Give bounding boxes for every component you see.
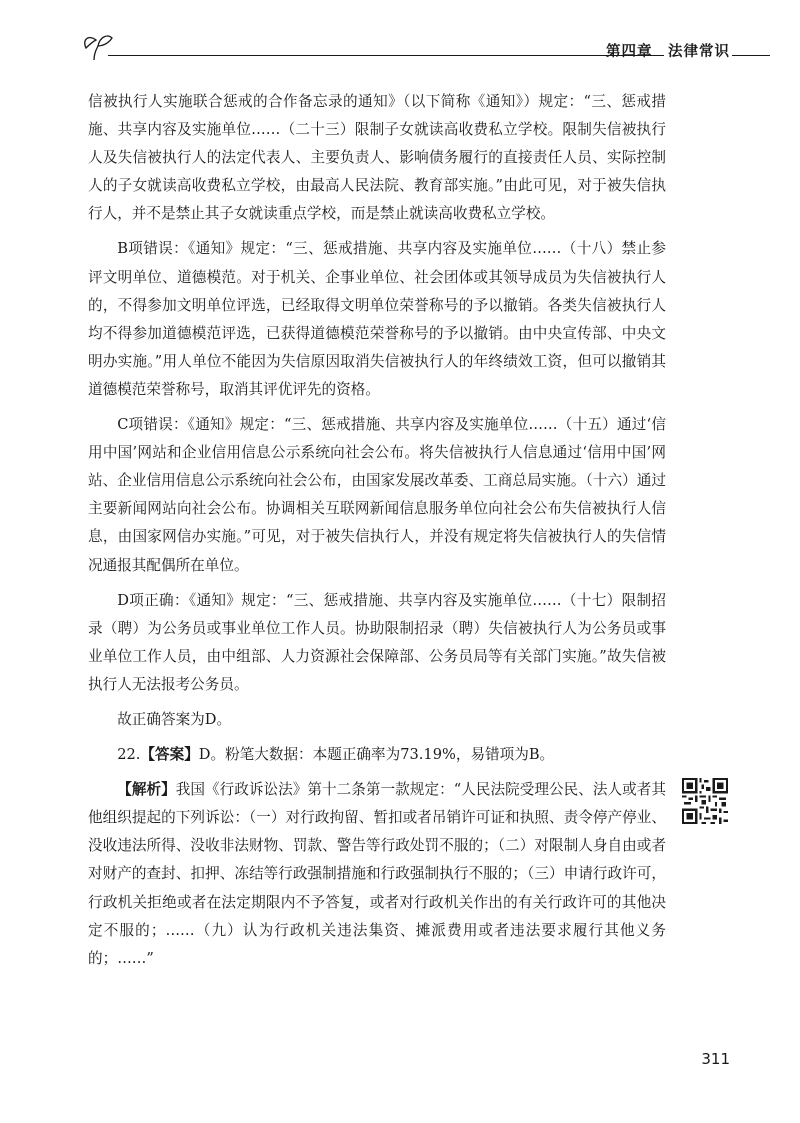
header-rule-left: [108, 55, 664, 56]
page-number: 311: [701, 1050, 730, 1068]
answer-tag: 【答案】: [140, 746, 199, 764]
analysis-tag: 【解析】: [117, 781, 176, 799]
question-number: 22.: [117, 746, 141, 764]
analysis-paragraph: [88, 776, 666, 973]
paragraph-conclusion: 故正确答案为D。: [117, 710, 232, 728]
page-body: [88, 88, 666, 973]
paragraph-option-d: D项正确：《通知》规定：“三、惩戒措施、共享内容及实施单位……（十七）限制招录（聘）为公务员或事业单位工作人员。协助限制招录（聘）失信被执行人为公务员或事业单位工作人员，由中组部、人力资源社会保障部、公务员局等有关部门实施。”故失信被执行人无法报考公务员。: [88, 591, 666, 693]
analysis-text: 我国《行政诉讼法》第十二条第一款规定：“人民法院受理公民、法人或者其他组织提起的下列诉讼：（一）对行政拘留、暂扣或者吊销许可证和执照、责令停产停业、没收违法所得、没收非法财物、罚款、警告等行政处罚不服的；（二）对限制人身自由或者对财产的查封、扣押、冻结等行政强制措施和行政强制执行不服的；（三）申请行政许可，行政机关拒绝或者在法定期限内不予答复，或者对行政机关作出的有关行政许可的其他决定不服的；……（九）认为行政机关违法集资、摊派费用或者违法要求履行其他义务的；……”: [88, 781, 666, 967]
header-rule-right: [732, 55, 770, 56]
paragraph-a-continued: 信被执行人实施联合惩戒的合作备忘录的通知》（以下简称《通知》）规定：“三、惩戒措施、共享内容及实施单位……（二十三）限制子女就读高收费私立学校。限制失信被执行人及失信被执行人的法定代表人、主要负责人、影响债务履行的直接责任人员、实际控制人的子女就读高收费私立学校，由最高人民法院、教育部实施。”由此可见，对于被失信执行人，并不是禁止其子女就读重点学校，而是禁止就读高收费私立学校。: [88, 93, 666, 223]
chapter-title: 第四章 法律常识: [606, 44, 730, 60]
qr-code-icon[interactable]: [682, 778, 728, 824]
paragraph-option-c: C项错误：《通知》规定：“三、惩戒措施、共享内容及实施单位……（十五）通过‘信用中国’网站和企业信用信息公示系统向社会公布。将失信被执行人信息通过‘信用中国’网站、企业信用信息公示系统向社会公布，由国家发展改革委、工商总局实施。（十六）通过主要新闻网站向社会公布。协调相关互联网新闻信息服务单位向社会公布失信被执行人信息，由国家网信办实施。”可见，对于被失信执行人，并没有规定将失信被执行人的失信情况通报其配偶所在单位。: [88, 416, 666, 574]
answer-line: [88, 741, 666, 769]
answer-text: D。粉笔大数据：本题正确率为73.19%，易错项为B。: [198, 746, 555, 764]
page-header: [70, 30, 770, 62]
paragraph-option-b: B项错误：《通知》规定：“三、惩戒措施、共享内容及实施单位……（十八）禁止参评文明单位、道德模范。对于机关、企事业单位、社会团体或其领导成员为失信被执行人的，不得参加文明单位评选，已经取得文明单位荣誉称号的予以撤销。各类失信被执行人均不得参加道德模范评选，已获得道德模范荣誉称号的予以撤销。由中央宣传部、中央文明办实施。”用人单位不能因为失信原因取消失信被执行人的年终绩效工资，但可以撤销其道德模范荣誉称号，取消其评优评先的资格。: [88, 240, 666, 398]
